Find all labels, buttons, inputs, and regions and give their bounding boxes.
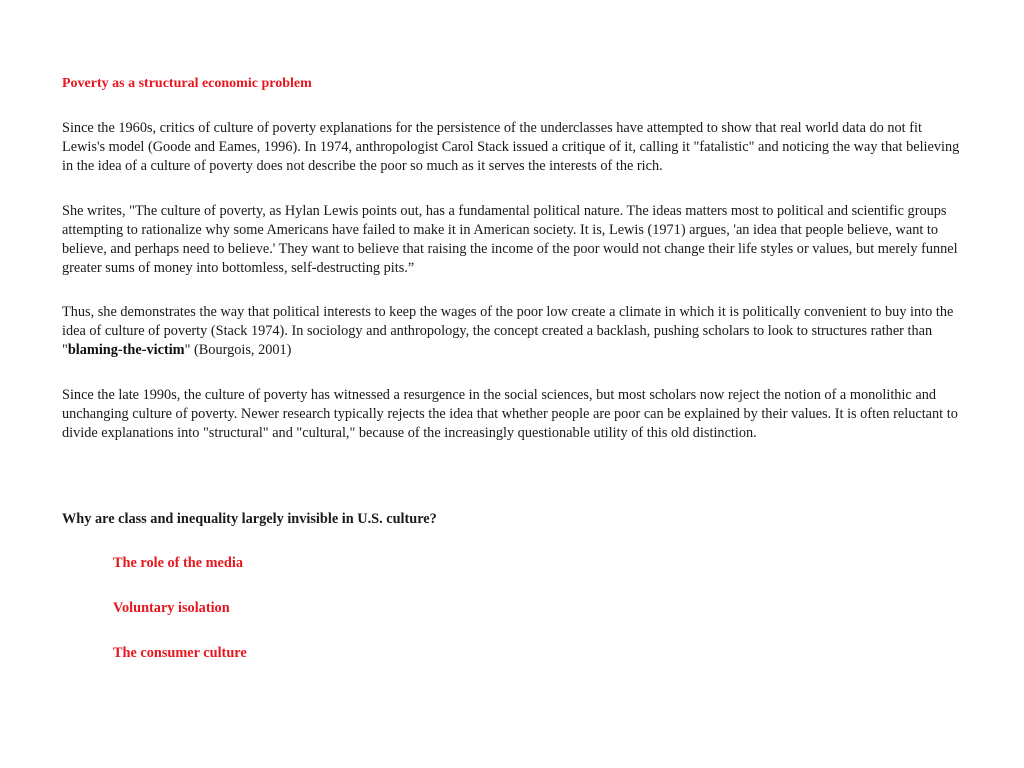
paragraph-stack-quote: She writes, "The culture of poverty, as Hylan Lewis points out, has a fundamental political nature. The ideas matters most to political and scientific groups attempting to rationalize why some Americans have failed to make it in American society. It is, Lewis (1971) argues, 'an idea that people believe, want to believe, and perhaps need to believe.' They want to believe that raising the income of the poor would not change their life styles or values, but merely funnel greater sums of money into bottomless, self-destructing pits.” [62, 203, 958, 276]
paragraph-culture-of-poverty-critics: Since the 1960s, critics of culture of poverty explanations for the persistence of the underclasses have attempted to show that real world data do not fit Lewis's model (Goode and Eames, 1996). In 1974, anthropologist Carol Stack issued a critique of it, calling it "fatalistic" and noticing the way that believing in the idea of a culture of poverty does not describe the poor so much as it serves the interests of the rich. [62, 120, 960, 174]
paragraph-resurgence: Since the late 1990s, the culture of poverty has witnessed a resurgence in the social sciences, but most scholars now reject the notion of a monolithic and unchanging culture of poverty. Newer research typically rejects the idea that whether people are poor can be explained by their values. It is often reluctant to divide explanations into "structural" and "cultural," because of the increasingly questionable utility of this old distinction. [62, 387, 958, 441]
link-role-of-media[interactable]: The role of the media [113, 555, 243, 571]
paragraph-political-interests [62, 303, 967, 360]
section-title: Poverty as a structural economic problem [62, 76, 312, 91]
bold-term-blaming-the-victim: blaming-the-victim [67, 342, 185, 358]
link-consumer-culture[interactable]: The consumer culture [113, 645, 247, 661]
question-heading: Why are class and inequality largely invisible in U.S. culture? [62, 511, 437, 527]
link-voluntary-isolation[interactable]: Voluntary isolation [113, 600, 230, 616]
topic-link-list [113, 554, 247, 689]
paragraph-text-before: Thus, she demonstrates the way that political interests to keep the wages of the poor low create a climate in which it is politically convenient to buy into the idea of culture of poverty (Stack 1974). In sociology and anthropology, the concept created a backlash, pushing scholars to look to structures rather than " [62, 304, 954, 358]
paragraph-text-after: " (Bourgois, 2001) [184, 342, 292, 358]
